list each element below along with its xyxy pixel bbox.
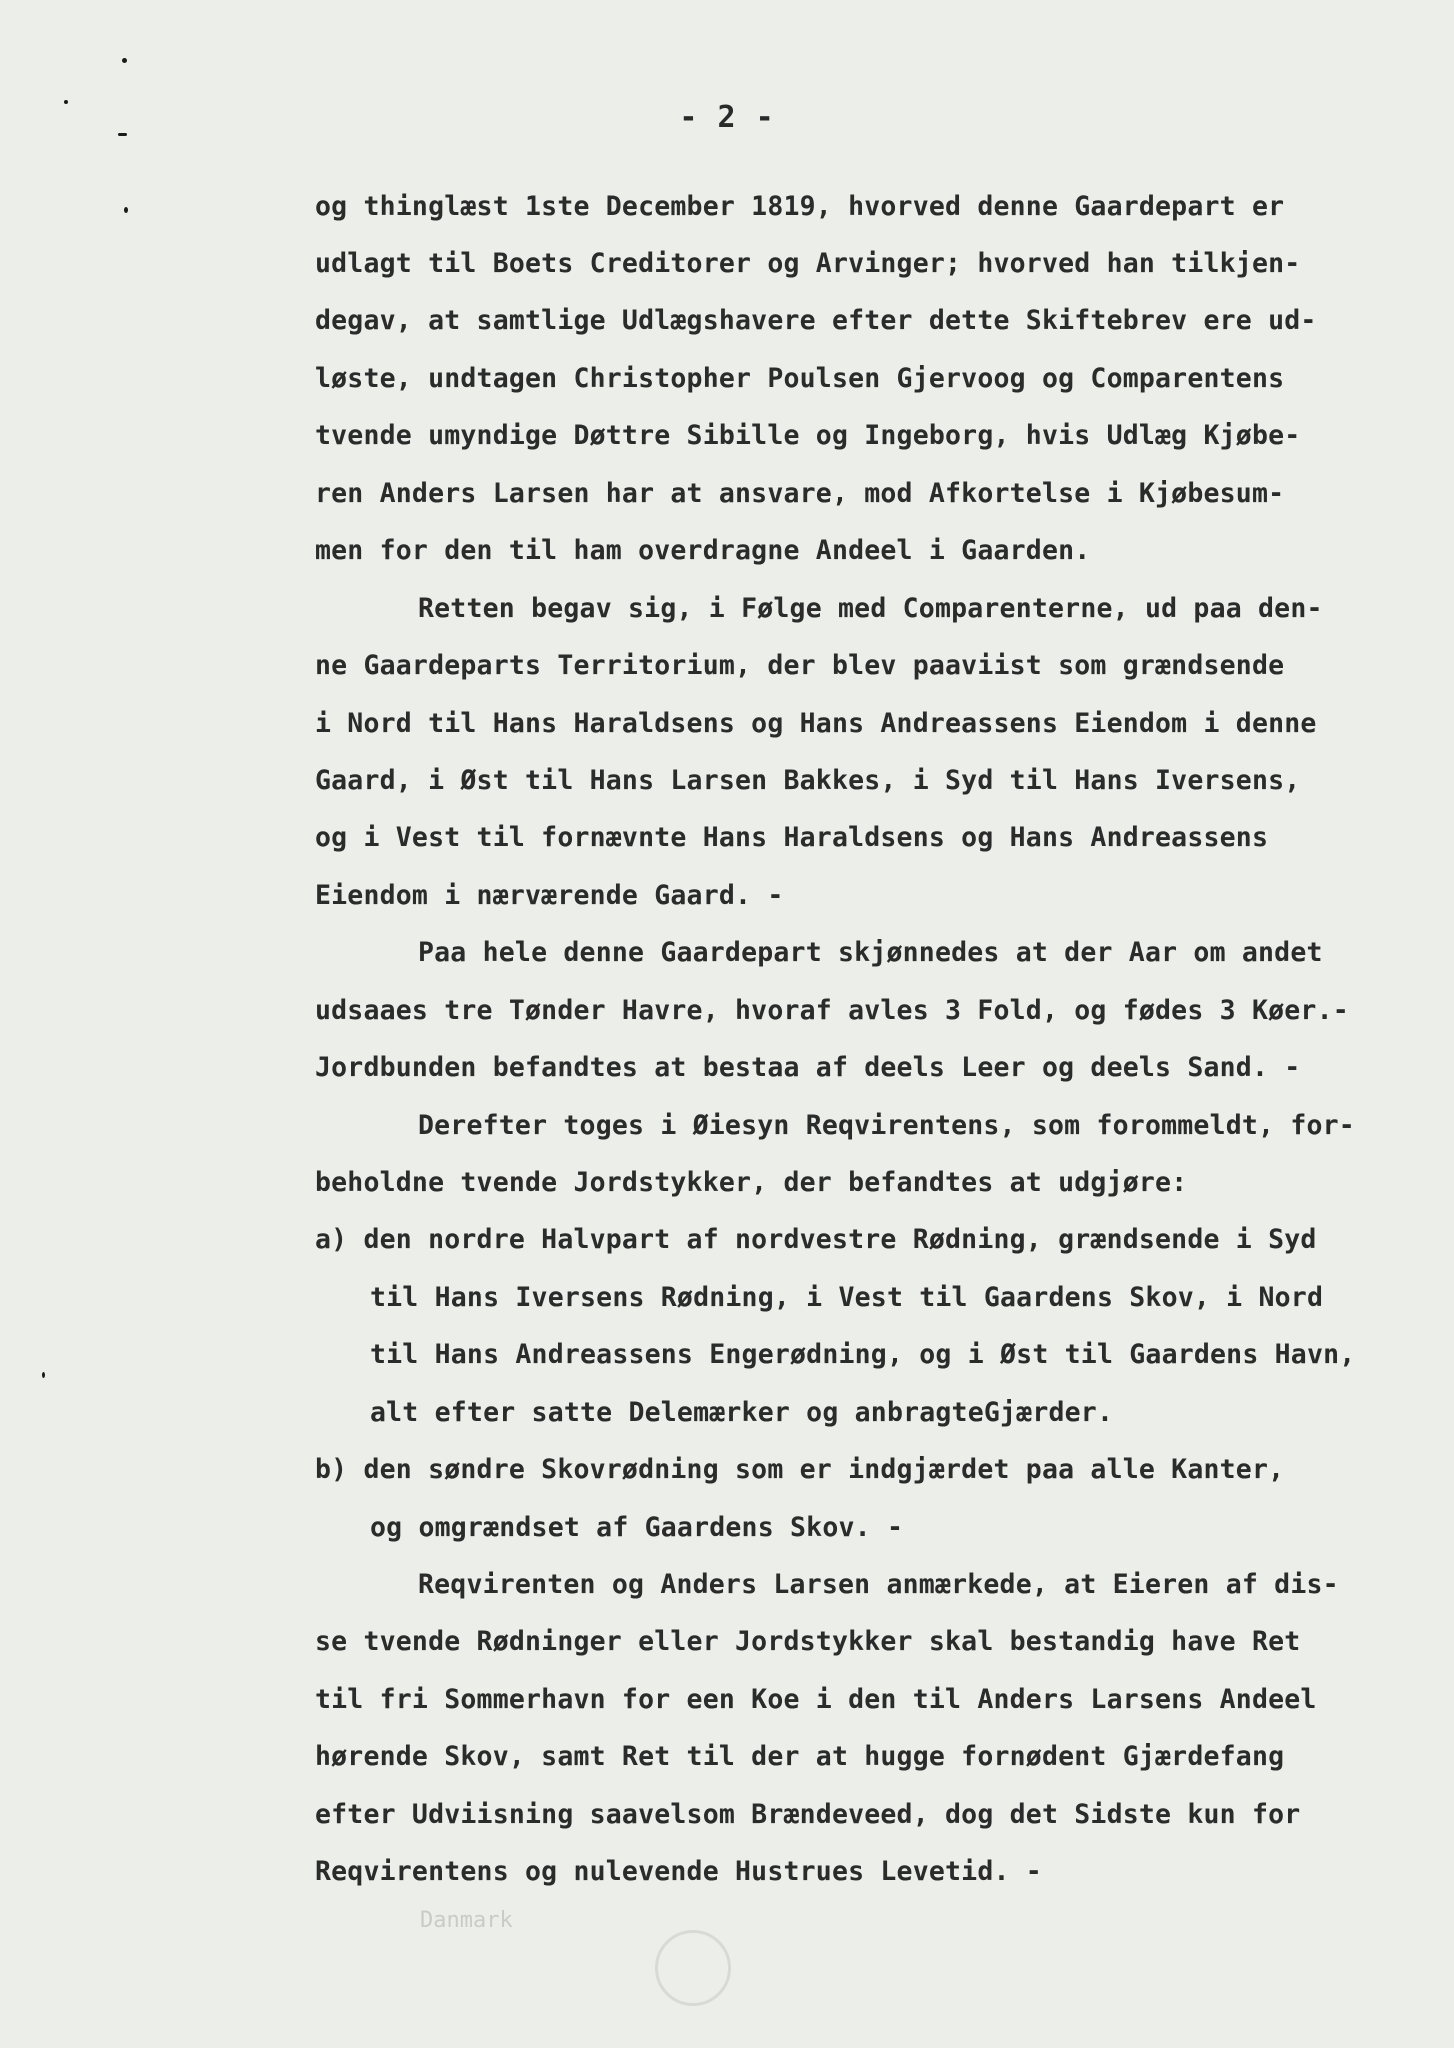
text-line: tvende umyndige Døttre Sibille og Ingeborg, hvis Udlæg Kjøbe-: [315, 420, 1301, 451]
text-line: udlagt til Boets Creditorer og Arvinger; hvorved han tilkjen-: [315, 248, 1301, 279]
text-line: udsaaes tre Tønder Havre, hvoraf avles 3 Fold, og fødes 3 Køer.-: [315, 995, 1349, 1026]
text-line: i Nord til Hans Haraldsens og Hans Andreassens Eiendom i denne: [315, 708, 1317, 739]
faint-stamp-trace: [655, 1930, 731, 2006]
text-line: ne Gaardeparts Territorium, der blev paaviist som grændsende: [315, 650, 1285, 681]
text-line: b) den søndre Skovrødning som er indgjærdet paa alle Kanter,: [315, 1454, 1285, 1485]
text-line: efter Udviisning saavelsom Brændeveed, dog det Sidste kun for: [315, 1799, 1301, 1830]
margin-speck: [42, 1372, 45, 1378]
text-line: Jordbunden befandtes at bestaa af deels Leer og deels Sand. -: [315, 1052, 1301, 1083]
text-line: Eiendom i nærværende Gaard. -: [315, 880, 784, 911]
page-number: - 2 -: [679, 100, 775, 135]
text-line: og omgrændset af Gaardens Skov. -: [370, 1512, 904, 1543]
text-line: og i Vest til fornævnte Hans Haraldsens og Hans Andreassens: [315, 822, 1269, 853]
text-line: degav, at samtlige Udlægshavere efter dette Skiftebrev ere ud-: [315, 305, 1317, 336]
text-line: ren Anders Larsen har at ansvare, mod Afkortelse i Kjøbesum-: [315, 478, 1285, 509]
text-line: hørende Skov, samt Ret til der at hugge fornødent Gjærdefang: [315, 1741, 1285, 1772]
text-line: alt efter satte Delemærker og anbragteGjærder.: [370, 1397, 1114, 1428]
text-line: Retten begav sig, i Følge med Comparenterne, ud paa den-: [418, 593, 1323, 624]
text-line: men for den til ham overdragne Andeel i Gaarden.: [315, 535, 1091, 566]
margin-speck: [122, 58, 127, 63]
text-line: og thinglæst 1ste December 1819, hvorved denne Gaardepart er: [315, 191, 1285, 222]
text-line: Paa hele denne Gaardepart skjønnedes at der Aar om andet: [418, 937, 1323, 968]
margin-speck: [124, 207, 128, 213]
text-line: løste, undtagen Christopher Poulsen Gjervoog og Comparentens: [315, 363, 1285, 394]
text-line: Reqvirenten og Anders Larsen anmærkede, at Eieren af dis-: [418, 1569, 1339, 1600]
text-line: beholdne tvende Jordstykker, der befandtes at udgjøre:: [315, 1167, 1188, 1198]
text-line: se tvende Rødninger eller Jordstykker skal bestandig have Ret: [315, 1626, 1301, 1657]
text-line: til Hans Iversens Rødning, i Vest til Gaardens Skov, i Nord: [370, 1282, 1324, 1313]
text-line: Reqvirentens og nulevende Hustrues Levetid. -: [315, 1856, 1042, 1887]
text-line: a) den nordre Halvpart af nordvestre Rødning, grændsende i Syd: [315, 1224, 1317, 1255]
text-line: til fri Sommerhavn for een Koe i den til Anders Larsens Andeel: [315, 1684, 1317, 1715]
text-line: Derefter toges i Øiesyn Reqvirentens, som forommeldt, for-: [418, 1110, 1355, 1141]
text-line: Gaard, i Øst til Hans Larsen Bakkes, i Syd til Hans Iversens,: [315, 765, 1301, 796]
text-line: til Hans Andreassens Engerødning, og i Øst til Gaardens Havn,: [370, 1339, 1356, 1370]
faint-bleedthrough-text: Danmark: [420, 1908, 513, 1933]
